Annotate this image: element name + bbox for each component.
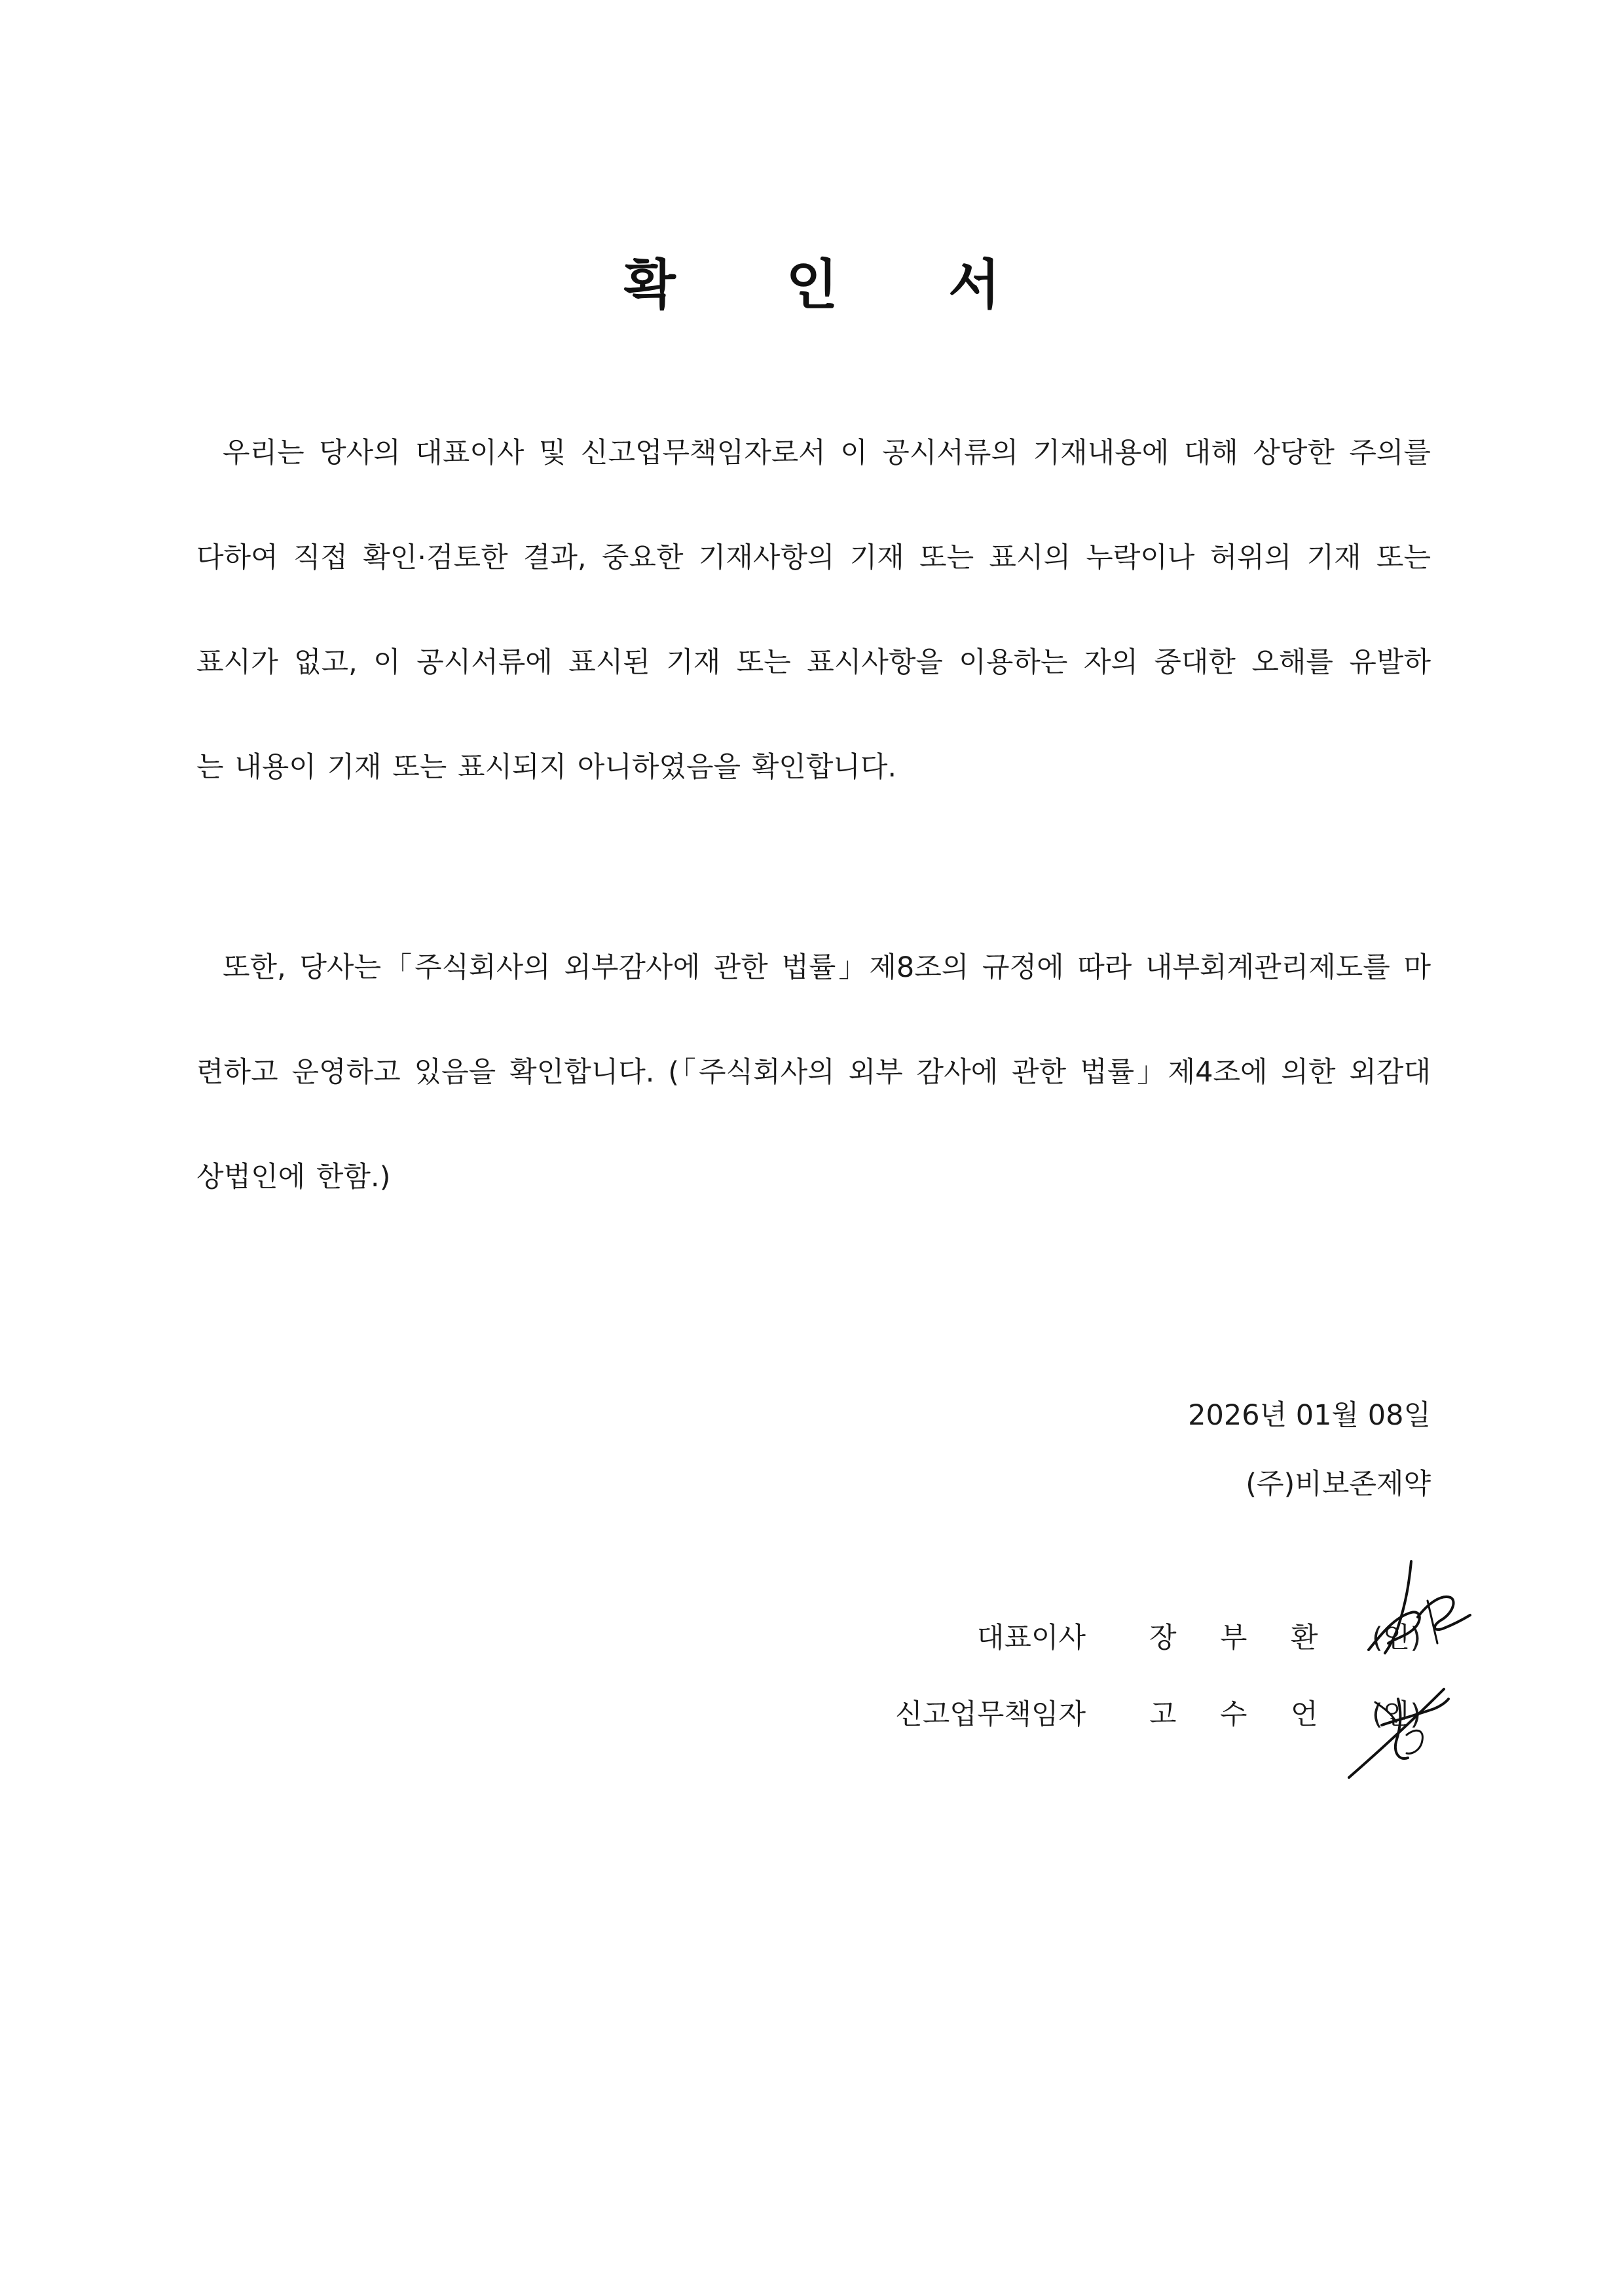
paragraph-line: 상법인에 한함.) [196,1161,391,1194]
document-date: 2026년 01월 08일 [1188,1399,1431,1432]
signatory-role: 신고업무책임자 [895,1698,1086,1731]
paragraph-line: 는 내용이 기재 또는 표시되지 아니하였음을 확인합니다. [196,751,897,784]
seal-mark: (인) [1372,1698,1422,1731]
signatory-name [1149,1692,1346,1732]
confirmation-paragraph-1 [196,401,1431,820]
company-name: (주)비보존제약 [1246,1468,1431,1501]
paragraph-line: 련하고 운영하고 있음을 확인합니다. (「주식회사의 외부 감사에 관한 법률」제4조에 의한 외감대 [196,1056,1431,1089]
signatory-name [1149,1616,1346,1655]
seal-mark: (인) [1372,1622,1422,1654]
paragraph-line: 우리는 당사의 대표이사 및 신고업무책임자로서 이 공시서류의 기재내용에 대해 상당한 주의를 [223,437,1431,469]
confirmation-paragraph-2 [196,915,1431,1230]
name-char: 고 [1149,1698,1177,1731]
name-char: 부 [1220,1622,1247,1654]
name-char: 수 [1220,1698,1247,1731]
paragraph-line: 다하여 직접 확인·검토한 결과, 중요한 기재사항의 기재 또는 표시의 누락이나 허위의 기재 또는 [196,541,1431,574]
document-title: 확 인 서 [623,254,1046,316]
paragraph-line: 표시가 없고, 이 공시서류에 표시된 기재 또는 표시사항을 이용하는 자의 중대한 오해를 유발하 [196,646,1431,679]
name-char: 장 [1149,1622,1177,1654]
signatory-role: 대표이사 [976,1622,1086,1654]
name-char: 언 [1291,1698,1318,1731]
paragraph-line: 또한, 당사는「주식회사의 외부감사에 관한 법률」제8조의 규정에 따라 내부회계관리제도를 마 [223,951,1431,984]
name-char: 환 [1291,1622,1318,1654]
